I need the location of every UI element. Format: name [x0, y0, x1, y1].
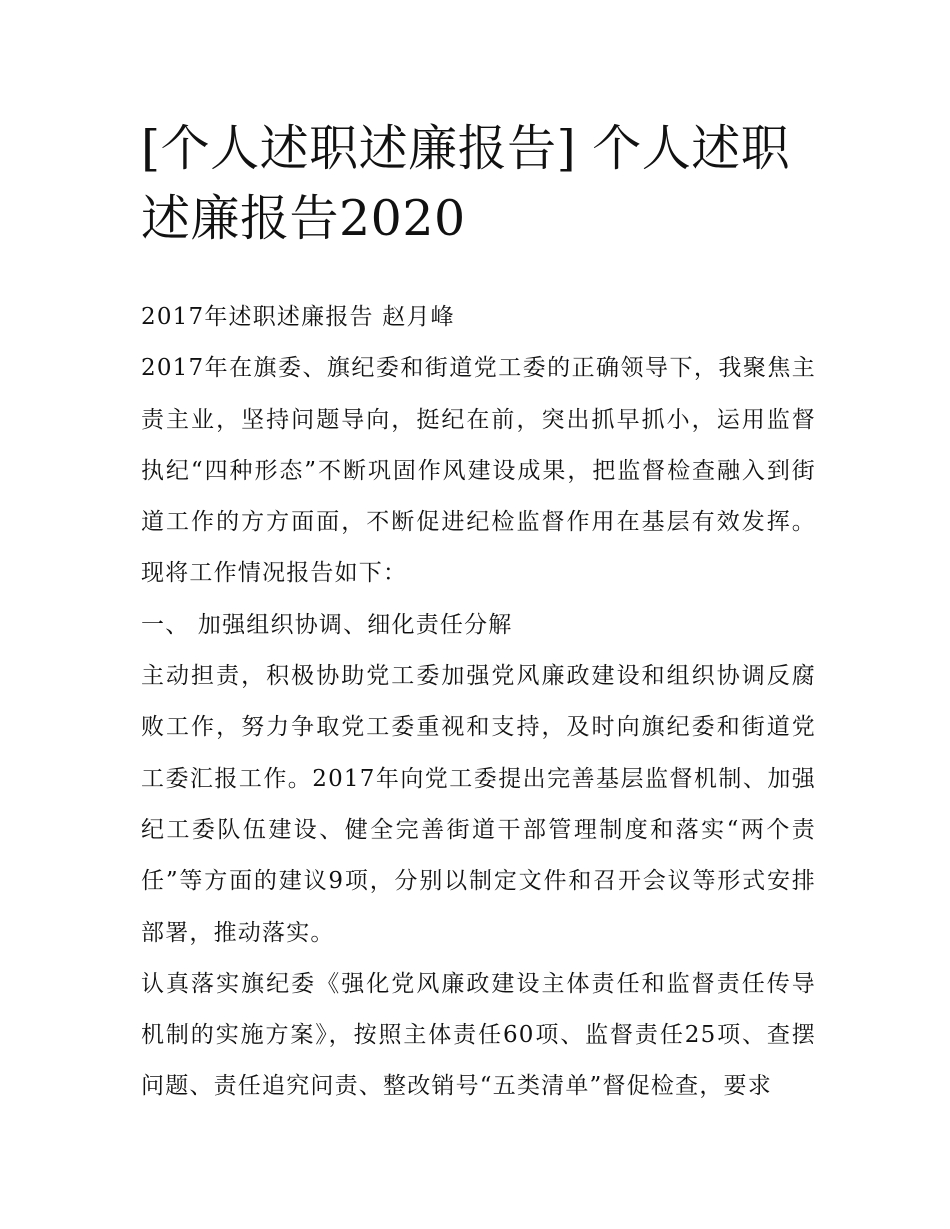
document-body	[141, 114, 816, 1113]
section-paragraph-1: 主动担责，积极协助党工委加强党风廉政建设和组织协调反腐败工作，努力争取党工委重视和支持，及时向旗纪委和街道党工委汇报工作。2017年向党工委提出完善基层监督机制、加强纪工委队伍建设、健全完善街道干部管理制度和落实“两个责任”等方面的建议9项，分别以制定文件和召开会议等形式安排部署，推动落实。	[141, 663, 816, 946]
document-subtitle: 2017年述职述廉报告 赵月峰	[141, 304, 455, 330]
intro-paragraph: 2017年在旗委、旗纪委和街道党工委的正确领导下，我聚焦主责主业，坚持问题导向，挺纪在前，突出抓早抓小，运用监督执纪“四种形态”不断巩固作风建设成果，把监督检查融入到街道工作的方方面面，不断促进纪检监督作用在基层有效发挥。现将工作情况报告如下：	[141, 355, 816, 587]
document-title: [个人述职述廉报告] 个人述职述廉报告2020	[141, 120, 791, 247]
section-heading: 一、 加强组织协调、细化责任分解	[141, 611, 513, 638]
section-paragraph-2: 认真落实旗纪委《强化党风廉政建设主体责任和监督责任传导机制的实施方案》，按照主体责任60项、监督责任25项、查摆问题、责任追究问责、整改销号“五类清单”督促检查，要求	[141, 970, 816, 1100]
